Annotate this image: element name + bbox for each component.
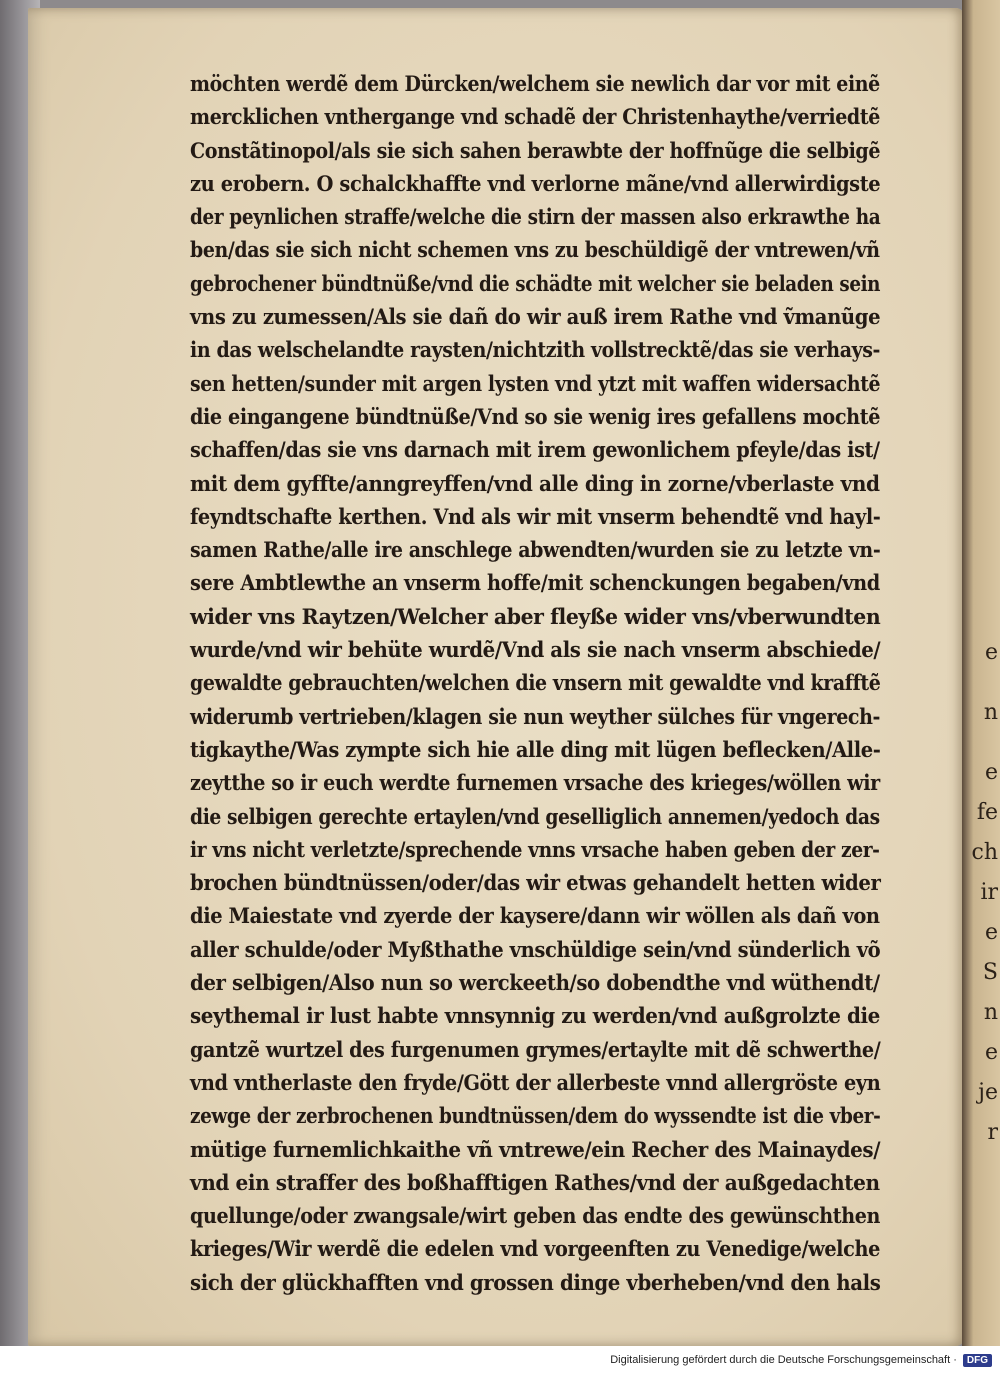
text-line: möchten werdẽ dem Dürcken/welchem sie newlich dar vor mit einẽ [190,72,880,97]
adjacent-page-fragment: ir [980,880,998,905]
text-line: widerumb vertrieben/klagen sie nun weyther sülches für vngerech- [190,704,881,730]
text-line: vnd vntherlaste den fryde/Gött der allerbeste vnnd allergröste eyn [190,1070,881,1096]
text-line: in das welschelandte raysten/nichtzith vollstrecktẽ/das sie verhays- [190,338,881,364]
text-line: feyndtschafte kerthen. Vnd als wir mit vnserm behendtẽ vnd hayl- [190,504,881,530]
text-line: vns zu zumessen/Als sie dañ do wir auß irem Rathe vnd ṽmanũge [190,305,881,331]
text-line: sich der glückhafften vnd grossen dinge vberheben/vnd den hals [190,1270,881,1296]
text-line: schaffen/das sie vns darnach mit irem gewonlichem pfeyle/das ist/ [190,438,880,464]
digitization-footer [0,1346,1000,1374]
adjacent-page-fragment: e [984,640,998,665]
adjacent-page-fragment: e [984,920,998,945]
text-line: zeytthe so ir euch werdte furnemen vrsache des krieges/wöllen wir [190,771,880,797]
adjacent-page-fragment: n [983,700,998,725]
adjacent-page-fragment: ch [971,840,998,865]
text-line: vnd ein straffer des boßhafftigen Rathes/vnd der außgedachten [190,1170,880,1196]
text-line: sere Ambtlewthe an vnserm hoffe/mit schenckungen begaben/vnd [190,571,880,597]
text-line: die eingangene bündtnüße/Vnd so sie wenig ires gefallens mochtẽ [190,404,881,430]
text-line: mütige furnemlichkaithe vñ vntrewe/ein Recher des Mainaydes/ [190,1137,881,1163]
text-line: seythemal ir lust habte vnnsynnig zu werden/vnd außgrolzte die [190,1004,880,1030]
text-line: wurde/vnd wir behüte wurdẽ/Vnd als sie nach vnserm abschiede/ [190,638,881,664]
adjacent-page-fragment: r [987,1120,998,1145]
text-line: wider vns Raytzen/Welcher aber fleyße wider vns/vberwundten [190,604,881,630]
adjacent-page-fragment: n [983,1000,998,1025]
text-line: ir vns nicht verletzte/sprechende vnns vrsache haben geben der zer- [190,837,880,863]
text-line: gantzẽ wurtzel des furgenumen grymes/ertaylte mit dẽ schwerthe/ [190,1037,881,1063]
dfg-logo-icon: DFG [963,1354,992,1367]
text-line: tigkaythe/Was zympte sich hie alle ding mit lügen beflecken/Alle- [190,737,881,763]
text-line: zewge der zerbrochenen bundtnüssen/dem do wyssendte ist die vber- [190,1104,881,1130]
text-line: sen hetten/sunder mit argen lysten vnd ytzt mit waffen widersachtẽ [190,371,881,397]
text-line: krieges/Wir werdẽ die edelen vnd vorgeenften zu Venedige/welche [190,1237,880,1263]
text-line: zu erobern. O schalckhaffte vnd verlorne mãne/vnd allerwirdigste [190,171,881,197]
adjacent-page-edge [962,0,1000,1352]
adjacent-page-fragment: fe [976,800,998,825]
text-line: die selbigen gerechte ertaylen/vnd geselliglich annemen/yedoch das [190,804,880,830]
text-line: der peynlichen straffe/welche die stirn der massen also erkrawthe ha [190,205,881,231]
text-line: Constãtinopol/als sie sich sahen berawbte der hoffnũge die selbigẽ [190,138,881,164]
adjacent-page-fragment: e [984,760,998,785]
adjacent-page-fragment: S [982,960,998,985]
text-line: mit dem gyffte/anngreyffen/vnd alle ding in zorne/vberlaste vnd [190,471,880,497]
footer-credit: Digitalisierung gefördert durch die Deutsche Forschungsgemeinschaft · [610,1354,957,1366]
adjacent-page-fragment: e [984,1040,998,1065]
text-line: ben/das sie sich nicht schemen vns zu beschüldigẽ der vntrewen/vñ [190,238,880,264]
text-line: aller schulde/oder Myßthathe vnschüldige sein/vnd sünderlich võ [190,937,881,963]
text-line: der selbigen/Also nun so werckeeth/so dobendthe vnd wüthendt/ [190,971,880,997]
adjacent-page-fragment: je [978,1080,998,1105]
text-line: die Maiestate vnd zyerde der kaysere/dann wir wöllen als dañ von [190,904,880,930]
text-line: brochen bündtnüssen/oder/das wir etwas gehandelt hetten wider [190,871,881,897]
page-text-block [190,68,880,1300]
text-line: gebrochener bündtnüße/vnd die schädte mit welcher sie beladen sein [190,271,881,297]
text-line: quellunge/oder zwangsale/wirt geben das endte des gewünschthen [190,1204,880,1230]
text-line: samen Rathe/alle ire anschlege abwendten/wurden sie zu letzte vn- [190,538,881,564]
text-line: mercklichen vnthergange vnd schadẽ der Christenhaythe/verriedtẽ [190,105,880,131]
text-line: gewaldte gebrauchten/welchen die vnsern mit gewaldte vnd krafftẽ [190,671,881,697]
